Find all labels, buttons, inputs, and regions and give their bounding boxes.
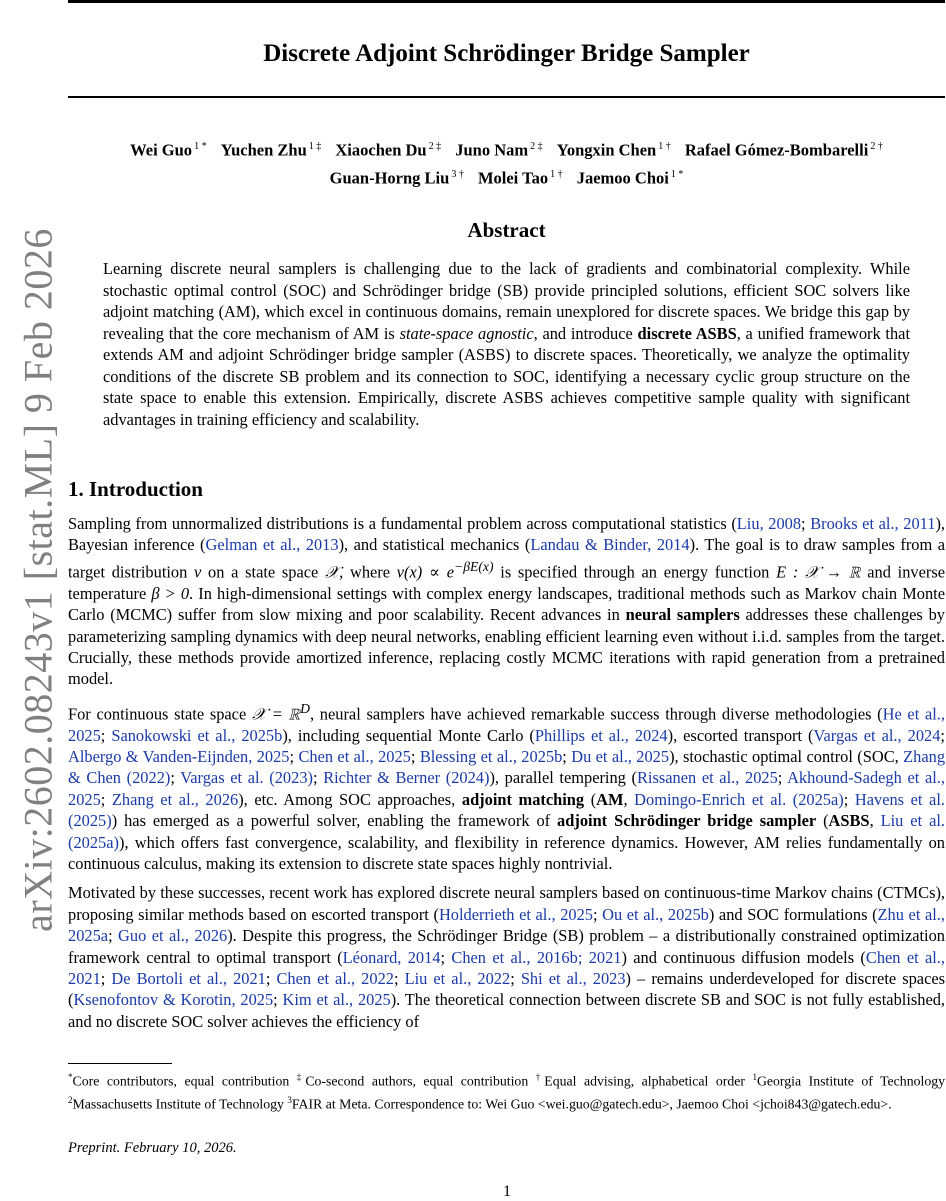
author: Wei Guo $^{1 *}$ [130,140,207,160]
citation-link[interactable]: Phillips et al., 2024 [534,725,668,745]
paper-title: Discrete Adjoint Schrödinger Bridge Sampler [263,40,750,67]
author: Xiaochen Du $^{2 \ddagger}$ [335,140,442,160]
author: Rafael Gómez-Bombarelli $^{2 \dagger}$ [684,140,883,160]
citation-link[interactable]: Guo et al., 2026 [118,926,228,946]
preprint-note: Preprint. February 10, 2026. [68,1140,237,1156]
citation-link[interactable]: Chen et al., 2021 [68,947,946,989]
title-rule [68,96,945,98]
citation-link[interactable]: Zhu et al., 2025a [68,904,946,946]
footnote: *Core contributors, equal contribution ‡Co-second authors, equal contribution †Equal advising, alphabetical order $^1$Georgia Institute of Technology $^2$Massachusetts Institute of Technology $^3$FAIR at Meta. Correspondence to: Wei Guo <wei.guo@gatech.edu>, Jaemoo Choi <jchoi843@gatech.edu>. [68,1072,946,1112]
section-heading-introduction: 1. Introduction [68,477,203,501]
footnote-rule [68,1063,172,1064]
citation-link[interactable]: Holderrieth et al., 2025 [438,904,593,924]
abstract-body: Learning discrete neural samplers is challenging due to the lack of gradients and combinatorial complexity. While stochastic optimal control (SOC) and Schrödinger bridge (SB) provide principled solutions, efficient SOC solvers like adjoint matching (AM), which excel in continuous domains, remain unexplored for discrete spaces. We bridge this gap by revealing that the core mechanism of AM is state-space agnostic, and introduce discrete ASBS, a unified framework that extends AM and adjoint Schrödinger bridge sampler (ASBS) to discrete spaces. Theoretically, we analyze the optimality conditions of the discrete SB problem and its connection to SOC, identifying a necessary cyclic group structure on the state space to enable this extension. Empirically, discrete ASBS achieves competitive sample quality with significant advantages in training efficiency and scalability. [103,259,910,429]
citation-link[interactable]: Akhound-Sadegh et al., 2025 [68,768,945,809]
citation-link[interactable]: Ou et al., 2025b [602,904,709,924]
citation-link[interactable]: Richter & Berner (2024) [323,768,490,788]
author-line-1 [68,135,945,163]
citation-link[interactable]: Shi et al., 2023 [520,969,626,989]
citation-link[interactable]: Havens et al. (2025) [68,789,945,831]
citation-link[interactable]: Brooks et al., 2011 [810,514,936,533]
intro-paragraph-2: For continuous state space 𝒳 = ℝ$^D$, neural samplers have achieved remarkable success through diverse methodologies (He et al., 2025; Sanokowski et al., 2025b), including sequential Monte Carlo (Phillips et al., 2024), escorted transport (Vargas et al., 2024; Albergo & Vanden-Eijnden, 2025; Chen et al., 2025; Blessing et al., 2025b; Du et al., 2025), stochastic optimal control (SOC, Zhang & Chen (2022); Vargas et al. (2023); Richter & Berner (2024)), parallel tempering (Rissanen et al., 2025; Akhound-Sadegh et al., 2025; Zhang et al., 2026), etc. Among SOC approaches, adjoint matching (AM, Domingo-Enrich et al. (2025a); Havens et al. (2025)) has emerged as a powerful solver, enabling the framework of adjoint Schrödinger bridge sampler (ASBS, Liu et al. (2025a)), which offers fast convergence, scalability, and flexibility in reference dynamics. However, AM relies fundamentally on continuous calculus, making its extension to discrete state spaces highly nontrivial. [68,700,946,874]
citation-link[interactable]: Chen et al., 2025 [298,747,411,766]
page-number: 1 [503,1183,511,1200]
author: Yongxin Chen $^{1 \dagger}$ [556,140,671,160]
citation-link[interactable]: Rissanen et al., 2025 [637,768,778,788]
citation-link[interactable]: Zhang & Chen (2022) [68,747,946,788]
citation-link[interactable]: Liu et al. (2025a) [68,811,945,852]
citation-link[interactable]: Landau & Binder, 2014 [530,535,690,555]
citation-link[interactable]: He et al., 2025 [68,704,945,745]
citation-link[interactable]: De Bortoli et al., 2021 [111,969,266,989]
author: Yuchen Zhu $^{1 \ddagger}$ [220,140,322,160]
citation-link[interactable]: Gelman et al., 2013 [205,535,339,555]
author: Juno Nam $^{2 \ddagger}$ [455,140,543,160]
introduction-body [68,513,945,1040]
citation-link[interactable]: Domingo-Enrich et al. (2025a) [634,789,844,809]
citation-link[interactable]: Sanokowski et al., 2025b [111,725,283,745]
citation-link[interactable]: Albergo & Vanden-Eijnden, 2025 [68,747,290,766]
citation-link[interactable]: Liu, 2008 [736,514,802,533]
arxiv-identifier-stamp[interactable]: arXiv:2602.08243v1 [stat.ML] 9 Feb 2026 [15,228,61,932]
intro-paragraph-1: Sampling from unnormalized distributions is a fundamental problem across computational statistics (Liu, 2008; Brooks et al., 2011), Bayesian inference (Gelman et al., 2013), and statistical mechanics (Landau & Binder, 2014). The goal is to draw samples from a target distribution ν on a state space 𝒳, where $\nu(x) \propto e^{-\beta E(x)}$ is specified through an energy function E : 𝒳 → ℝ and inverse temperature β > 0. In high-dimensional settings with complex energy landscapes, traditional methods such as Markov chain Monte Carlo (MCMC) suffer from slow mixing and poor scalability. Recent advances in neural samplers addresses these challenges by parameterizing sampling dynamics with deep neural networks, enabling efficient learning even without i.i.d. samples from the target. Crucially, these methods provide amortized inference, replacing costly MCMC iterations with rapid generation from a pretrained model. [68,514,945,689]
citation-link[interactable]: Ksenofontov & Korotin, 2025 [73,990,274,1010]
citation-link[interactable]: Du et al., 2025 [571,747,670,766]
author-list [68,135,945,190]
abstract-heading: Abstract [467,218,546,242]
citation-link[interactable]: Blessing et al., 2025b [419,747,563,766]
citation-link[interactable]: Vargas et al. (2023) [180,768,313,788]
citation-link[interactable]: Kim et al., 2025 [282,990,391,1010]
intro-paragraph-3: Motivated by these successes, recent work has explored discrete neural samplers based on continuous-time Markov chains (CTMCs), proposing similar methods based on escorted transport (Holderrieth et al., 2025; Ou et al., 2025b) and SOC formulations (Zhu et al., 2025a; Guo et al., 2026). Despite this progress, the Schrödinger Bridge (SB) problem – a distributionally constrained optimization framework central to optimal transport (Léonard, 2014; Chen et al., 2016b; 2021) and continuous diffusion models (Chen et al., 2021; De Bortoli et al., 2021; Chen et al., 2022; Liu et al., 2022; Shi et al., 2023) – remains underdeveloped for discrete spaces (Ksenofontov & Korotin, 2025; Kim et al., 2025). The theoretical connection between discrete SB and SOC is not fully established, and no discrete SOC solver achieves the efficiency of [68,883,946,1031]
author-line-2 [68,163,945,191]
top-rule [68,0,945,3]
citation-link[interactable]: Zhang et al., 2026 [111,789,239,809]
author: Guan-Horng Liu $^{3 \dagger}$ [329,168,464,187]
citation-link[interactable]: Léonard, 2014 [342,947,441,967]
citation-link[interactable]: Vargas et al., 2024 [813,725,941,745]
citation-link[interactable]: Chen et al., 2022 [276,969,394,989]
citation-link[interactable]: Liu et al., 2022 [404,969,511,989]
author: Molei Tao $^{1 \dagger}$ [477,168,563,187]
author: Jaemoo Choi $^{1 *}$ [576,168,684,187]
citation-link[interactable]: Chen et al., 2016b; 2021 [451,947,622,967]
